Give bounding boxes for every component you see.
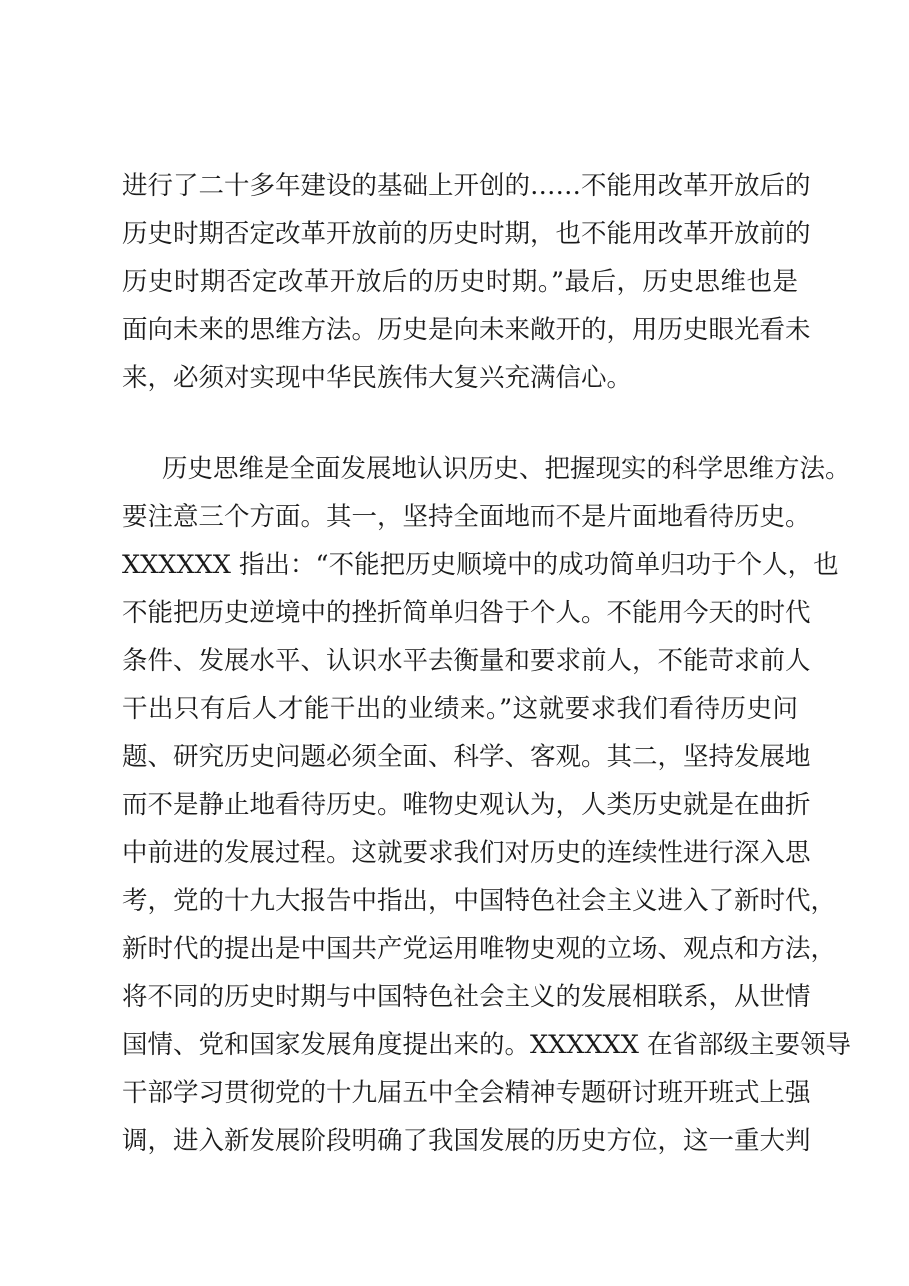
- paragraph-2-line-7: 题、研究历史问题必须全面、科学、客观。其二，坚持发展地: [122, 742, 811, 772]
- paragraph-2-line-12: 将不同的历史时期与中国特色社会主义的发展相联系，从世情: [122, 982, 811, 1012]
- paragraph-2-line-1: 历史思维是全面发展地认识历史、把握现实的科学思维方法。: [162, 454, 851, 484]
- paragraph-2-line-6: 干出只有后人才能干出的业绩来。”这就要求我们看待历史问: [122, 694, 798, 724]
- paragraph-2-line-5: 条件、发展水平、认识水平去衡量和要求前人，不能苛求前人: [122, 646, 811, 676]
- paragraph-2-line-9: 中前进的发展过程。这就要求我们对历史的连续性进行深入思: [122, 838, 811, 868]
- paragraph-1-line-3: 历史时期否定改革开放后的历史时期。”最后，历史思维也是: [122, 267, 798, 297]
- paragraph-2-line-10: 考，党的十九大报告中指出，中国特色社会主义进入了新时代，: [122, 886, 837, 916]
- paragraph-1: [122, 162, 811, 402]
- paragraph-2: [122, 445, 852, 1165]
- paragraph-1-line-5: 来，必须对实现中华民族伟大复兴充满信心。: [122, 363, 633, 393]
- paragraph-1-line-1: 进行了二十多年建设的基础上开创的……不能用改革开放后的: [122, 171, 811, 201]
- paragraph-2-line-2: 要注意三个方面。其一，坚持全面地而不是片面地看待历史。: [122, 502, 811, 532]
- paragraph-2-line-4: 不能把历史逆境中的挫折简单归咎于个人。不能用今天的时代: [122, 598, 811, 628]
- paragraph-2-line-3: XXXXXX 指出：“不能把历史顺境中的成功简单归功于个人，也: [122, 550, 839, 580]
- paragraph-1-line-2: 历史时期否定改革开放前的历史时期，也不能用改革开放前的: [122, 219, 811, 249]
- paragraph-1-line-4: 面向未来的思维方法。历史是向未来敞开的，用历史眼光看未: [122, 315, 811, 345]
- paragraph-2-line-15: 调，进入新发展阶段明确了我国发展的历史方位，这一重大判: [122, 1126, 811, 1156]
- paragraph-2-line-13: 国情、党和国家发展角度提出来的。XXXXXX 在省部级主要领导: [122, 1030, 852, 1060]
- paragraph-2-line-8: 而不是静止地看待历史。唯物史观认为，人类历史就是在曲折: [122, 790, 811, 820]
- paragraph-2-line-14: 干部学习贯彻党的十九届五中全会精神专题研讨班开班式上强: [122, 1078, 811, 1108]
- paragraph-2-line-11: 新时代的提出是中国共产党运用唯物史观的立场、观点和方法，: [122, 934, 837, 964]
